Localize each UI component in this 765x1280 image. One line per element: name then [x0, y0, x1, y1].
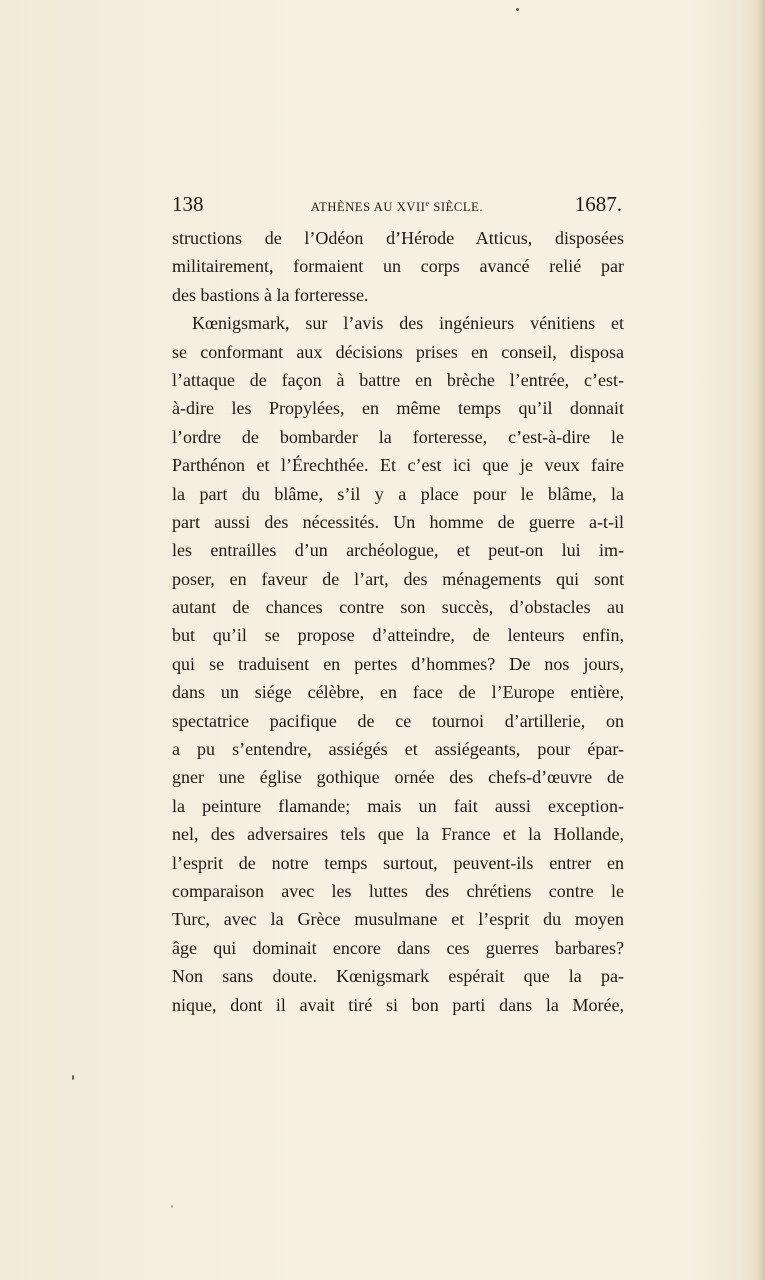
text-line: nel, des adversaires tels que la France et la Hollande,	[172, 824, 624, 845]
running-header	[172, 190, 622, 218]
text-line: poser, en faveur de l’art, des ménagements qui sont	[172, 568, 624, 589]
text-line: Kœnigsmark, sur l’avis des ingénieurs vénitiens et	[192, 313, 624, 334]
text-line: but qu’il se propose d’atteindre, de lenteurs enfin,	[172, 625, 624, 646]
text-line: comparaison avec les luttes des chrétiens contre le	[172, 880, 624, 901]
text-line: l’esprit de notre temps surtout, peuvent-ils entrer en	[172, 852, 624, 873]
text-line: se conformant aux décisions prises en conseil, disposa	[172, 341, 624, 362]
body-text	[172, 224, 624, 1019]
text-line: dans un siége célèbre, en face de l’Europe entière,	[172, 682, 624, 703]
text-line: les entrailles d’un archéologue, et peut-on lui im-	[172, 540, 624, 561]
text-line: la peinture flamande; mais un fait aussi exception-	[172, 795, 624, 816]
text-line: autant de chances contre son succès, d’obstacles au	[172, 597, 624, 618]
text-line: Turc, avec la Grèce musulmane et l’esprit du moyen	[172, 909, 624, 930]
ink-speck	[72, 1075, 74, 1080]
text-line: militairement, formaient un corps avancé relié par	[172, 256, 624, 277]
text-line: a pu s’entendre, assiégés et assiégeants, pour épar-	[172, 739, 624, 760]
text-line: l’attaque de façon à battre en brèche l’entrée, c’est-	[172, 369, 624, 390]
text-line: âge qui dominait encore dans ces guerres barbares?	[172, 937, 624, 958]
text-line: structions de l’Odéon d’Hérode Atticus, disposées	[172, 228, 624, 248]
text-line: nique, dont il avait tiré si bon parti dans la Morée,	[172, 994, 624, 1015]
text-line: part aussi des nécessités. Un homme de guerre a-t-il	[172, 511, 624, 532]
text-line: spectatrice pacifique de ce tournoi d’artillerie, on	[172, 710, 624, 731]
year-marker: 1687.	[574, 192, 622, 216]
running-title-end: SIÈCLE.	[429, 200, 484, 214]
text-line: la part du blâme, s’il y a place pour le blâme, la	[172, 483, 624, 504]
text-line: des bastions à la forteresse.	[172, 284, 369, 305]
running-title-main: ATHÈNES AU XVII	[310, 200, 426, 214]
running-title-superscript: e	[425, 199, 430, 208]
text-line: Non sans doute. Kœnigsmark espérait que la pa-	[172, 966, 624, 987]
text-line: l’ordre de bombarder la forteresse, c’est-à-dire le	[172, 426, 624, 447]
text-line: à-dire les Propylées, en même temps qu’il donnait	[172, 398, 624, 419]
ink-speck	[171, 1205, 173, 1208]
running-title	[172, 194, 622, 217]
ink-speck	[516, 8, 519, 11]
text-line: gner une église gothique ornée des chefs-d’œuvre de	[172, 767, 624, 788]
text-line: Parthénon et l’Érechthée. Et c’est ici que je veux faire	[172, 455, 624, 476]
page-number: 138	[172, 192, 204, 216]
text-line: qui se traduisent en pertes d’hommes? De nos jours,	[172, 653, 624, 674]
page-edge-shadow	[757, 0, 765, 1280]
